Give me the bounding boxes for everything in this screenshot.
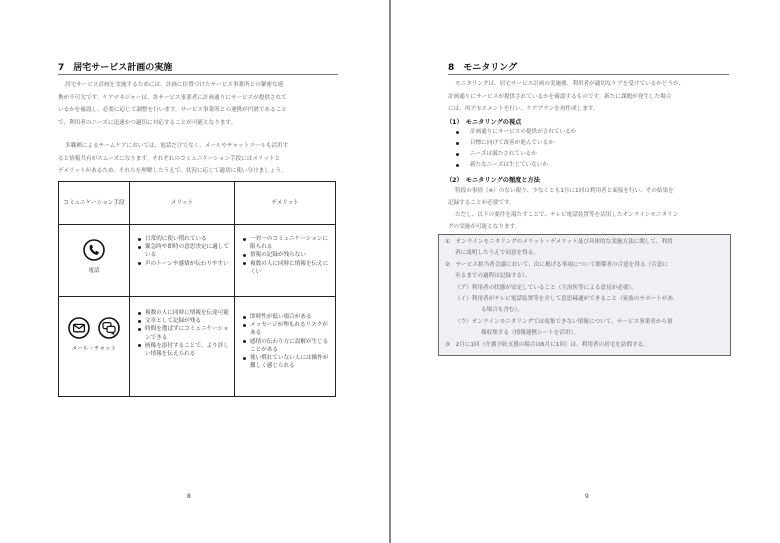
text-line: 多職種によるチームケアにおいては、電話だけでなく、メールやチャットツールも活用す — [65, 143, 289, 149]
text-line: モニタリングは、居宅サービス計画の実施後、利用者が適切なケアを受けているかどうか、 — [455, 81, 685, 87]
page-number-right: 9 — [585, 493, 589, 500]
merit-cell-mail-chat — [130, 297, 235, 397]
list-item: 画像を添付することで、より詳しい情報を伝えられる — [138, 342, 230, 358]
requirement-3: ③ 2月に1回（介護予防支援の場合は6月に1回）は、利用者の居宅を訪問する。 — [445, 342, 649, 348]
table-row — [59, 297, 336, 397]
list-item: 目標に向けて改善が進んでいるか — [448, 138, 576, 149]
table-header-row — [59, 182, 336, 225]
phone-icon — [83, 239, 105, 261]
demerit-cell-mail-chat — [235, 297, 336, 397]
text-line: 計画通りにサービスが提供されているかを確認するものです。新たに課題が発生した場合 — [448, 93, 672, 100]
list-item: ニーズは満たされているか — [448, 149, 576, 160]
list-item: 時間を選ばずにコミュニケーションできる — [138, 325, 230, 341]
page-number-left: 8 — [187, 493, 191, 500]
list-item: メッセージが埋もれるリスクがある — [243, 321, 331, 337]
subheading-viewpoints: （1） モニタリングの視点 — [446, 119, 522, 126]
left-page — [0, 0, 389, 543]
demerit-cell-phone — [235, 225, 336, 297]
section-title-8: 8 モニタリング — [448, 63, 518, 73]
paragraph-frequency — [448, 185, 678, 233]
right-page — [391, 0, 780, 543]
header-merit: メリット — [130, 182, 235, 225]
text-line: で、利用者のニーズに迅速かつ適切に対応することが可能となります。 — [58, 119, 237, 126]
requirement-2-c-cont: 報収集する（情報連携シートを活用）。 — [481, 330, 579, 336]
list-item: 声のトーンや感情が伝わりやすい — [138, 260, 230, 268]
title-underline — [448, 74, 729, 75]
text-line: ると情報共有がスムーズになります。それぞれのコミュニケーション手段にはメリットと — [58, 155, 281, 162]
list-item: 感情の伝わり方に誤解が生じることがある — [243, 338, 331, 354]
list-item: 複数の人に同時に情報を伝えにくい — [243, 260, 331, 276]
text-line: いるかを確認し、必要に応じて調整を行います。サービス事業所との連携が円滑であること — [58, 107, 287, 113]
text-line: 携が不可欠です。ケアマネジャーは、各サービス事業者に計画通りにサービスが提供されて — [58, 94, 287, 101]
requirement-2-a: （ア）利用者の状態が安定していること（主治医等による意見が必要）。 — [455, 285, 637, 291]
text-line: デメリットがあるため、それらを理解したうえで、状況に応じて適切に使い分けましょう。 — [58, 168, 287, 174]
requirement-2-b-cont: る場合も含む）。 — [481, 307, 523, 313]
communication-comparison-table — [58, 181, 336, 397]
requirement-2-b: （イ）利用者がテレビ電話装置等を介して意思疎通ができること（家族のサポートがあ — [455, 296, 674, 302]
viewpoint-list — [448, 127, 576, 171]
chat-icon — [98, 317, 120, 339]
requirement-2-cont: 至るまでの過程は記録する）。 — [455, 273, 531, 279]
list-item: 計画通りにサービスの提供がされているか — [448, 127, 576, 138]
list-item: 文章として記録が残る — [138, 317, 230, 325]
list-item: 即時性が低い場合がある — [243, 313, 331, 321]
text-line: ただし、以下の要件を満たすことで、テレビ電話装置等を活用したオンラインモニタリン — [455, 212, 679, 218]
text-line: 居宅サービス計画を実施するためには、計画に位置づけたサービス事業所との緊密な連 — [65, 82, 284, 88]
merit-cell-phone — [130, 225, 235, 297]
paragraph-implementation — [58, 79, 287, 129]
method-cell-mail-chat — [59, 297, 130, 397]
requirement-2-c: （ウ）オンラインモニタリングでは収集できない情報について、サービス事業者から情 — [455, 319, 673, 325]
table-row — [59, 225, 336, 297]
text-line: には、再アセスメントを行い、ケアプランを再作成します。 — [448, 106, 599, 112]
mail-icon — [68, 317, 90, 339]
section-title-7: 7 居宅サービス計画の実施 — [58, 63, 173, 73]
requirement-1-cont: 者に説明したうえで同意を得る。 — [455, 250, 539, 256]
list-item: 情報の記録が残らない — [243, 251, 331, 259]
list-item: 緊急時や即時の意思決定に適している — [138, 243, 230, 259]
header-method: コミュニケーション手段 — [59, 182, 130, 225]
text-line: グの実施が可能となります。 — [448, 224, 521, 230]
title-underline — [58, 74, 338, 75]
list-item: 複数の人に同時に情報を伝達可能 — [138, 309, 230, 317]
requirement-1: ① オンラインモニタリングのメリット・デメリット及び具体的な実施方法に関して、利用 — [445, 239, 673, 245]
subheading-frequency: （2） モニタリングの頻度と方法 — [446, 177, 540, 184]
list-item: 使い慣れていない人には操作が難しく感じられる — [243, 354, 331, 370]
header-demerit: デメリット — [235, 182, 336, 225]
method-label-mail-chat: メール・チャット — [71, 346, 117, 352]
requirement-2: ② サービス担当者会議において、次に掲げる事項について関係者の合意を得る（合意に — [445, 262, 668, 268]
method-cell-phone — [59, 225, 130, 297]
list-item: 日常的に使い慣れている — [138, 235, 230, 243]
online-monitoring-requirements-box — [438, 234, 731, 356]
list-item: 新たなニーズは生じていないか — [448, 160, 576, 171]
paragraph-monitoring-intro — [448, 78, 684, 116]
list-item: 一対一のコミュニケーションに限られる — [243, 235, 331, 251]
paragraph-team-care — [58, 140, 288, 178]
text-line: 記録することが必要です。 — [448, 200, 515, 206]
method-label-phone: 電話 — [88, 268, 100, 274]
text-line: 特段の事情（※）のない限り、少なくとも1月に1回は利用者と面接を行い、その結果を — [455, 188, 674, 194]
